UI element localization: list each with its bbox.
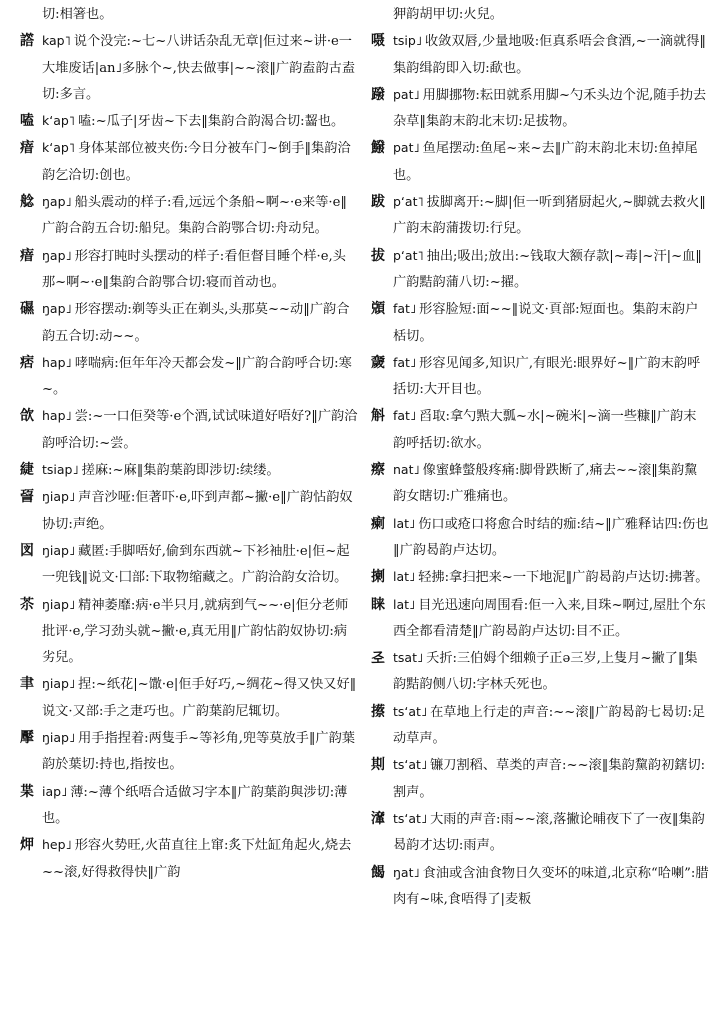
entry-definition: 鱼尾摆动:鱼尾~来~去‖广韵末韵北末切:鱼掉尾也。: [393, 141, 698, 183]
dictionary-entry: [371, 189, 709, 243]
entry-headword: 艌: [20, 194, 34, 211]
entry-definition: 大雨的声音:雨~~滚,落撇论晡夜下了一夜‖集韵曷韵才达切:雨声。: [393, 811, 705, 854]
dictionary-entry: [20, 189, 358, 243]
dictionary-entry: [371, 296, 709, 350]
entry-headword: 図: [20, 542, 34, 559]
entry-definition: 形容脸短:面~~‖说文·頁部:短面也。集韵末韵户栝切。: [393, 302, 699, 344]
entry-phonetic: ŋat˩: [393, 864, 420, 880]
dictionary-entry: [20, 484, 358, 538]
dictionary-entry: [371, 645, 709, 699]
entry-phonetic: k‘ap˥: [42, 113, 75, 129]
entry-phonetic: tsip˩: [393, 33, 422, 49]
entry-phonetic: fat˩: [393, 301, 417, 317]
dictionary-entry: [20, 725, 358, 779]
dictionary-entry: [20, 296, 358, 350]
dictionary-entry: [20, 108, 358, 135]
dictionary-entry: [20, 28, 358, 108]
dictionary-entry: [20, 2, 358, 28]
entry-phonetic: p‘at˥: [393, 247, 424, 263]
entry-definition: 目光迅速向周围看:佢一入来,目珠~啊过,屋肚个东西全都看清楚‖广韵曷韵卢达切:目不正。: [393, 597, 706, 639]
entry-headword: 瘖: [20, 247, 34, 264]
entry-phonetic: kap˥: [42, 33, 71, 49]
entry-definition: 尝:~一口佢癸等·e个酒,试试味道好唔好?‖广韵洽韵呼洽切:~尝。: [42, 409, 358, 451]
dictionary-entry: [371, 592, 709, 646]
entry-phonetic: pat˩: [393, 140, 420, 156]
entry-headword: 苶: [20, 596, 34, 613]
entry-definition: 身体某部位被夹伤:今日分被车门~倒手‖集韵洽韵乞洽切:创也。: [42, 141, 351, 183]
entry-phonetic: ŋiap˩: [42, 730, 76, 746]
entry-definition: 船头震动的样子:看,远远个条船~啊~·e来等·e‖广韵合韵五合切:船兒。集韵合韵鄂合切:舟动兒。: [42, 195, 348, 237]
entry-phonetic: p‘at˥: [393, 194, 424, 210]
dictionary-entry: [20, 832, 358, 886]
entry-definition: 嗑:~瓜子|牙齿~下去‖集韵合韵渴合切:齧也。: [77, 114, 345, 130]
entry-definition: 搓麻:~麻‖集韵葉韵即涉切:续缕。: [81, 463, 280, 479]
entry-headword: 蹳: [371, 86, 385, 103]
dictionary-entry: [371, 350, 709, 404]
dictionary-entry: [371, 403, 709, 457]
entry-headword: 欱: [20, 408, 34, 425]
dictionary-entry: [20, 135, 358, 189]
entry-definition: 舀取:拿勺㸃大瓢~水|~碗米|~滴一些糠‖广韵末韵呼括切:欲水。: [393, 409, 697, 451]
entry-headword: 𢀖: [371, 650, 385, 667]
entry-phonetic: lat˩: [393, 596, 416, 612]
entry-headword: 痞: [20, 354, 34, 371]
entry-phonetic: tsat˩: [393, 650, 424, 666]
dictionary-entry: [371, 457, 709, 511]
entry-phonetic: lat˩: [393, 569, 416, 585]
dictionary-entry: [371, 752, 709, 806]
entry-definition: 捏:~纸花|~馓·e|佢手好巧,~绸花~得又快又好‖说文·又部:手之疌巧也。广韵葉韵尼辄切。: [42, 677, 357, 719]
entry-definition: 在草地上行走的声音:~~滚‖广韵曷韵七曷切:足动草声。: [393, 704, 706, 747]
entry-definition: 夭折:三伯姆个细赖子正ǝ三岁,上隻月~撇了‖集韵黠韵侧八切:字林夭死也。: [393, 651, 698, 693]
entry-headword: 跋: [371, 194, 385, 211]
entry-phonetic: ŋiap˩: [42, 596, 76, 612]
entry-definition: 像蜜蜂螫般疼痛:脚骨跌断了,痛去~~滚‖集韵黧韵女瞎切:广雅痛也。: [393, 463, 698, 505]
entry-definition: 拔脚离开:~脚|佢一听到猪厨起火,~脚就去救火‖广韵末韵蒲拨切:行兒。: [393, 195, 706, 237]
entry-phonetic: lat˩: [393, 515, 416, 531]
dictionary-entry: [20, 538, 358, 592]
entry-definition: 用手指捏着:两隻手~等衫角,兜等莫放手‖广韵葉韵於葉切:持也,指按也。: [42, 731, 355, 773]
entry-headword: 枼: [20, 783, 34, 800]
dictionary-entry: [371, 806, 709, 860]
entry-headword: 嗑: [20, 113, 34, 130]
dictionary-entry: [371, 699, 709, 753]
entry-headword: 睐: [371, 596, 385, 613]
entry-definition: 形容打盹时头摆动的样子:看佢督目睡个样·e,头那~啊~·e‖集韵合韵鄂合切:寝而首动也。: [42, 248, 346, 290]
entry-phonetic: ŋiap˩: [42, 489, 76, 505]
entry-phonetic: iap˩: [42, 783, 68, 799]
dictionary-entry: [371, 82, 709, 136]
entry-definition: 形容见闻多,知识广,有眼光:眼界好~‖广韵末韵呼括切:大开目也。: [393, 355, 701, 398]
dictionary-entry: [20, 457, 358, 484]
dictionary-entry: [20, 243, 358, 297]
entry-headword: 譗: [20, 33, 34, 50]
entry-definition: 声音沙哑:佢著吓·e,吓到声都~撇·e‖广韵怗韵奴协切:声绝。: [42, 490, 353, 532]
entry-headword: 炠: [20, 837, 34, 854]
entry-headword: 奯: [371, 354, 385, 371]
entry-phonetic: ŋap˩: [42, 247, 72, 263]
dictionary-entry: [371, 2, 709, 28]
entry-phonetic: hap˩: [42, 408, 72, 424]
entry-definition: 说个没完:~七~八讲话杂乱无章|佢过来~讲·e一大堆废话|an˩多脉个~,快去做事|~~滚‖广韵盍韵古盍切:多言。: [42, 34, 356, 102]
entry-headword: 緁: [20, 462, 34, 479]
entry-headword: 礘: [20, 301, 34, 318]
entry-definition: 切:相箸也。: [42, 7, 113, 22]
left-column: [20, 2, 358, 886]
entry-phonetic: ŋiap˩: [42, 676, 76, 692]
entry-headword: 拔: [371, 247, 385, 264]
entry-definition: 形容摆动:剃等头正在剃头,头那莫~~动‖广韵合韵五合切:动~~。: [42, 302, 350, 344]
entry-headword: 鱍: [371, 140, 385, 157]
entry-headword: 瘵: [371, 462, 385, 479]
entry-definition: 镰刀割稻、草类的声音:~~滚‖集韵黧韵初鎋切:割声。: [393, 758, 706, 800]
dictionary-entry: [371, 511, 709, 565]
entry-phonetic: fat˩: [393, 354, 417, 370]
entry-headword: 瘌: [371, 515, 385, 532]
entry-headword: 嗫: [371, 33, 385, 50]
dictionary-entry: [371, 860, 709, 914]
entry-headword: 剘: [371, 757, 385, 774]
entry-phonetic: fat˩: [393, 408, 417, 424]
entry-phonetic: hep˩: [42, 837, 72, 853]
entry-headword: 䛒: [20, 489, 34, 506]
dictionary-entry: [20, 671, 358, 725]
entry-definition: 薄:~薄个纸唔合适做习字本‖广韵葉韵與涉切:薄也。: [42, 784, 348, 826]
dictionary-entry: [371, 28, 709, 82]
entry-definition: 狎韵胡甲切:火兒。: [393, 7, 503, 22]
entry-definition: 哮喘病:佢年年冷天都会发~‖广韵合韵呼合切:寒~。: [42, 355, 352, 398]
entry-headword: 餲: [371, 864, 385, 881]
entry-definition: 食油或含油食物日久变坏的味道,北京称“哈喇”:腊肉有~味,食唔得了|麦粄: [393, 865, 709, 907]
entry-phonetic: tsiap˩: [42, 462, 79, 478]
entry-phonetic: k‘ap˥: [42, 140, 75, 156]
entry-definition: 伤口或疮口将愈合时结的痂:结~‖广雅释诂四:伤也‖广韵曷韵卢达切。: [393, 516, 709, 558]
right-column: [371, 2, 709, 913]
entry-phonetic: nat˩: [393, 462, 420, 478]
entry-definition: 用脚挪物:耘田就系用脚~勺禾头边个泥,随手扐去杂草‖集韵末韵北末切:足拔物。: [393, 87, 707, 130]
dictionary-entry: [20, 350, 358, 404]
entry-headword: 揦: [371, 569, 385, 586]
entry-definition: 轻拂:拿扫把来~一下地泥‖广韵曷韵卢达切:拂著。: [418, 570, 709, 586]
entry-headword: 擪: [20, 730, 34, 747]
entry-definition: 抽出;吸出;放出:~钱取大额存款|~毒|~汗|~血‖广韵黠韵蒲八切:~擢。: [393, 248, 702, 290]
dictionary-entry: [20, 592, 358, 672]
dictionary-entry: [371, 564, 709, 591]
entry-phonetic: ts‘at˩: [393, 703, 428, 719]
entry-phonetic: ts‘at˩: [393, 810, 428, 826]
dictionary-entry: [20, 403, 358, 457]
entry-headword: 㵮: [371, 810, 385, 827]
entry-headword: 䫄: [371, 301, 385, 318]
entry-phonetic: ŋiap˩: [42, 542, 76, 558]
dictionary-entry: [371, 243, 709, 297]
entry-phonetic: ŋap˩: [42, 301, 72, 317]
entry-definition: 精神萎靡:病·e半只月,就病到气~~·e|佢分老师批评·e,学习劲头就~撇·e,真无用‖广韵怗韵奴协切:病劣兒。: [42, 597, 349, 666]
entry-phonetic: ts‘at˩: [393, 757, 428, 773]
entry-headword: 攃: [371, 703, 385, 720]
entry-headword: 斛: [371, 408, 385, 425]
entry-definition: 形容火势旺,火苗直往上窜:炙下灶缸角起火,烧去~~滚,好得救得快‖广韵: [42, 838, 352, 880]
entry-headword: 瘖: [20, 140, 34, 157]
dictionary-entry: [20, 779, 358, 833]
entry-headword: 聿: [20, 676, 34, 693]
entry-phonetic: hap˩: [42, 354, 72, 370]
entry-phonetic: pat˩: [393, 86, 420, 102]
entry-definition: 收敛双唇,少量地吸:佢真系唔会食酒,~一滴就得‖集韵缉韵即入切:歃也。: [393, 34, 707, 76]
entry-definition: 藏匿:手脚唔好,偷到东西就~下衫袖肚·e|佢~起一兜钱‖说文·囗部:下取物缩藏之。广韵洽韵女洽切。: [42, 543, 350, 586]
dictionary-entry: [371, 135, 709, 189]
entry-phonetic: ŋap˩: [42, 194, 72, 210]
